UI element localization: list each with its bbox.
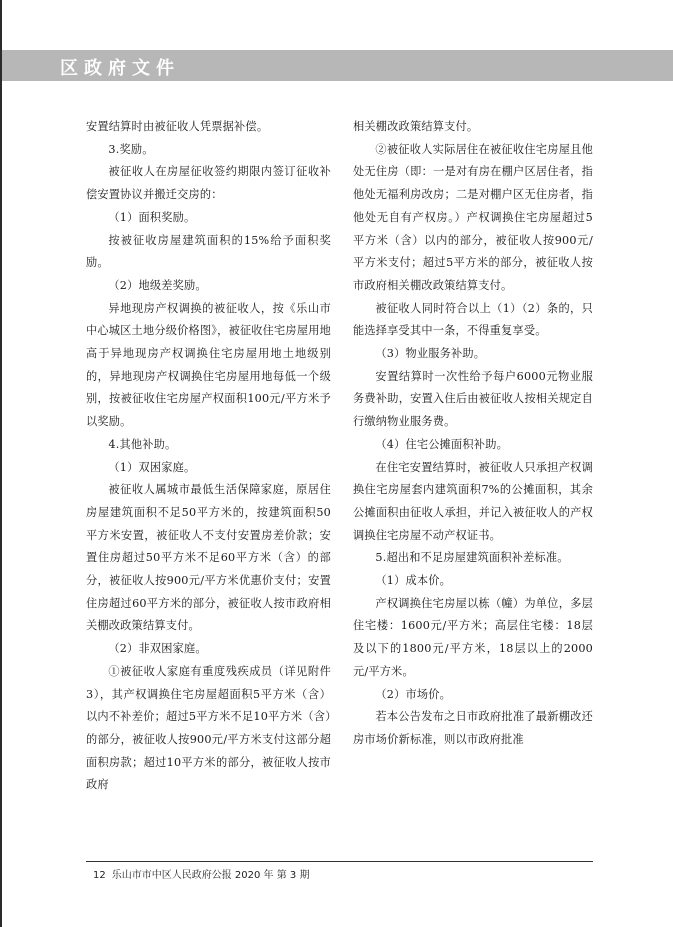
paragraph: 异地现房产权调换的被征收人，按《乐山市中心城区土地分级价格图》，被征收住宅房屋用地高于异地现房产权调换住宅房屋用地土地级别的，异地现房产权调换住宅房屋用地每低一个级别，按被征收住宅房屋产权面积100元/平方米予以奖励。: [86, 301, 331, 429]
paragraph: 相关棚改政策结算支付。: [353, 120, 479, 133]
paragraph: 3.奖励。: [108, 142, 154, 156]
right-column: [353, 116, 593, 752]
paragraph: （3）物业服务补助。: [375, 347, 486, 361]
paragraph: ①被征收人家庭有重度残疾成员（详见附件3），其产权调换住宅房屋超面积5平方米（含）以内不补差价；超过5平方米不足10平方米（含）的部分，被征收人按900元/平方米支付这部分超面积房款；超过10平方米的部分，被征收人按市政府: [86, 664, 331, 792]
paragraph: （2）地级差奖励。: [108, 278, 207, 292]
paragraph: 被征收人属城市最低生活保障家庭，原居住房屋建筑面积不足50平方米的，按建筑面积50平方米安置，被征收人不支付安置房差价款；安置住房超过50平方米不足60平方米（含）的部分，被征收人按900元/平方米优惠价支付；安置住房超过60平方米的部分，被征收人按市政府相关棚改政策结算支付。: [86, 483, 331, 633]
left-column: [86, 116, 331, 797]
paragraph: 在住宅安置结算时，被征收人只承担产权调换住宅房屋套内建筑面积7%的公摊面积，其余公摊面积由征收人承担，并记入被征收人的产权调换住宅房屋不动产权证书。: [353, 460, 593, 542]
paragraph: 被征收人同时符合以上（1）（2）条的，只能选择享受其中一条，不得重复享受。: [353, 301, 593, 338]
paragraph: 被征收人在房屋征收签约期限内签订征收补偿安置协议并搬迁交房的：: [86, 165, 331, 202]
section-title: 区政府文件: [60, 58, 180, 79]
paragraph: （4）住宅公摊面积补助。: [375, 437, 508, 451]
paragraph: 安置结算时一次性给予每户6000元物业服务费补助，安置入住后由被征收人按相关规定自行缴纳物业服务费。: [353, 369, 593, 429]
paragraph: （1）双困家庭。: [108, 460, 196, 474]
paragraph: （2）市场价。: [375, 687, 452, 701]
page-footer: [93, 866, 309, 881]
paragraph: 若本公告发布之日市政府批准了最新棚改还房市场价新标准，则以市政府批准: [353, 710, 593, 746]
paragraph: （2）非双困家庭。: [108, 642, 207, 656]
paragraph: （1）面积奖励。: [108, 210, 196, 224]
paragraph: 4.其他补助。: [108, 437, 177, 451]
page-edge-bar: [0, 0, 2, 927]
top-margin: [0, 0, 673, 50]
page-number: 12: [93, 870, 106, 881]
paragraph: 5.超出和不足房屋建筑面积补差标准。: [375, 551, 569, 565]
paragraph: 产权调换住宅房屋以栋（幢）为单位，多层住宅楼：1600元/平方米；高层住宅楼：18层及以下的1800元/平方米，18层以上的2000元/平方米。: [353, 596, 593, 678]
publication-name: 乐山市市中区人民政府公报 2020 年 第 3 期: [111, 870, 310, 881]
footer-rule: [86, 861, 593, 862]
paragraph: （1）成本价。: [375, 574, 452, 588]
paragraph: 安置结算时由被征收人凭票据补偿。: [86, 120, 269, 133]
paragraph: 按被征收房屋建筑面积的15%给予面积奖励。: [86, 233, 331, 270]
paragraph: ②被征收人实际居住在被征收住宅房屋且他处无住房（即：一是对有房在棚户区居住者，指他处无福利房改房；二是对棚户区无住房者，指他处无自有产权房。）产权调换住宅房屋超过5平方米（含）以内的部分，被征收人按900元/平方米支付；超过5平方米的部分，被征收人按市政府相关棚改政策结算支付。: [353, 142, 593, 292]
